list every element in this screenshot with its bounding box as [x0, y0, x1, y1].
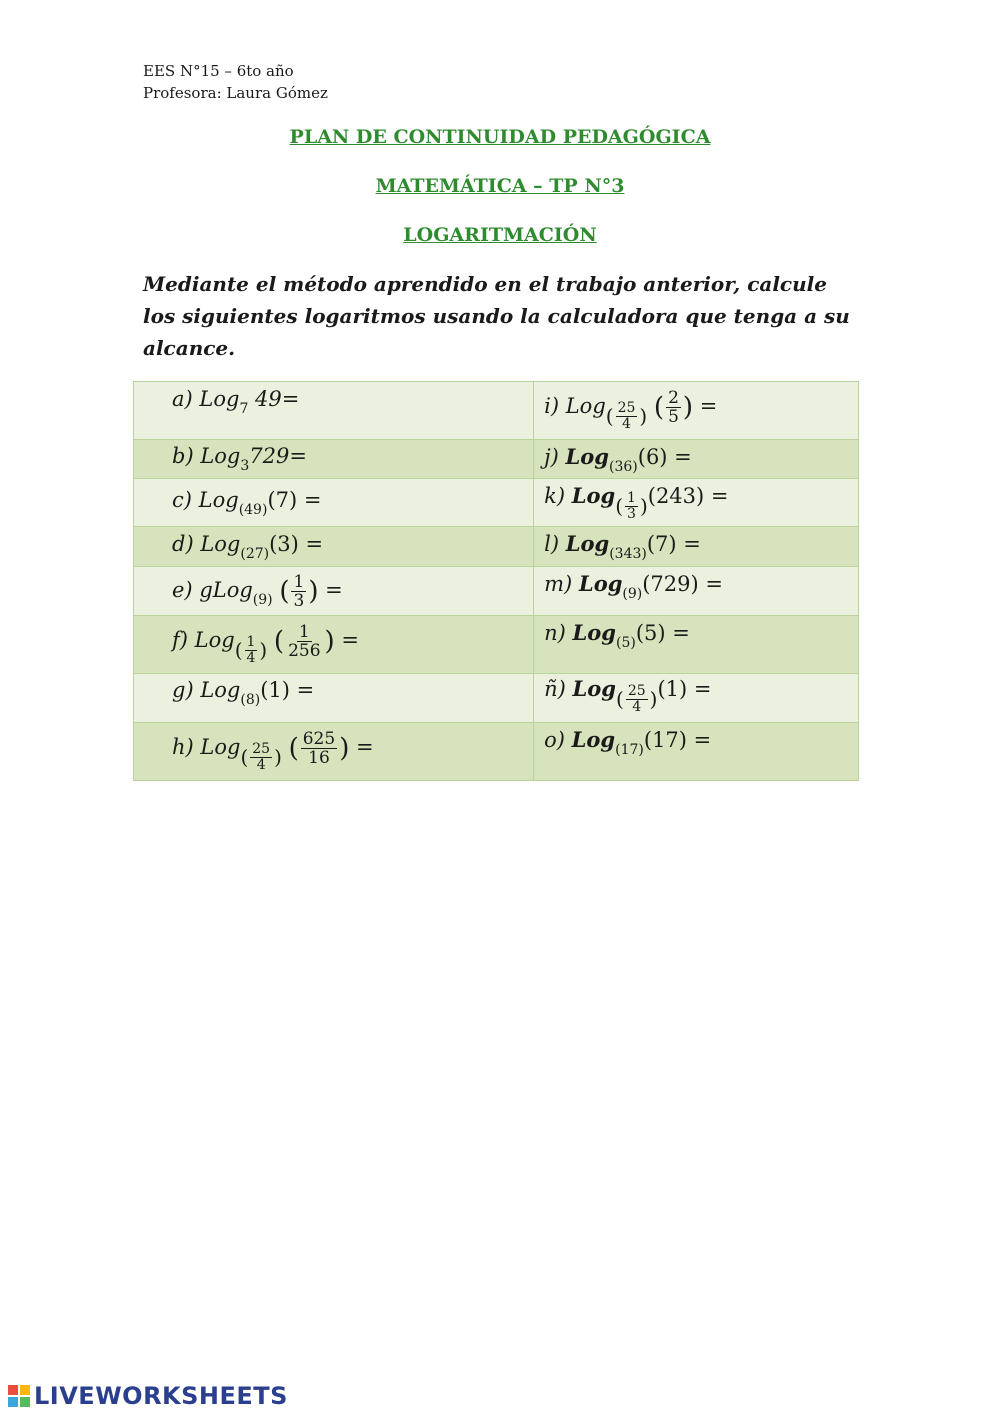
exercise-c: c) Log$_{(49)}$(7) = — [134, 479, 534, 527]
exercise-ntilde: ñ) Log$_{( \frac{25}{4} )}$(1) = — [534, 674, 859, 723]
table-row — [134, 479, 859, 527]
exercise-g: g) Log$_{(8)}$(1) = — [134, 674, 534, 723]
exercise-f: f) Log$_{( \frac{1}{4} )}$ ( $\frac{1}{256}$ ) = — [134, 616, 534, 674]
table-row — [134, 382, 859, 440]
exercise-b: b) Log$_3$729= — [134, 440, 534, 479]
liveworksheets-logo[interactable] — [8, 1382, 288, 1410]
exercise-i: i) Log$_{( \frac{25}{4} )}$ ( $\frac{2}{5}$ ) = — [534, 382, 859, 440]
table-row — [134, 567, 859, 616]
logo-icon — [8, 1385, 30, 1407]
exercise-e: e) gLog$_{(9)}$ ( $\frac{1}{3}$ ) = — [134, 567, 534, 616]
exercise-k: k) Log$_{( \frac{1}{3} )}$(243) = — [534, 479, 859, 527]
exercise-a: a) Log$_7$ 49= — [134, 382, 534, 440]
subject-title: MATEMÁTICA – TP N°3 — [375, 175, 625, 197]
plan-title: PLAN DE CONTINUIDAD PEDAGÓGICA — [289, 126, 711, 148]
table-row — [134, 616, 859, 674]
table-row — [134, 723, 859, 781]
exercise-n: n) Log$_{(5)}$(5) = — [534, 616, 859, 674]
table-row — [134, 674, 859, 723]
exercise-d: d) Log$_{(27)}$(3) = — [134, 527, 534, 567]
document-header — [143, 60, 328, 104]
exercise-h: h) Log$_{( \frac{25}{4} )}$ ( $\frac{625}{16}$ ) = — [134, 723, 534, 781]
table-row — [134, 527, 859, 567]
logo-text: LIVEWORKSHEETS — [34, 1382, 288, 1410]
exercise-table — [133, 381, 859, 781]
school-line: EES N°15 – 6to año — [143, 62, 294, 80]
table-row — [134, 440, 859, 479]
exercise-j: j) Log$_{(36)}$(6) = — [534, 440, 859, 479]
exercise-m: m) Log$_{(9)}$(729) = — [534, 567, 859, 616]
teacher-line: Profesora: Laura Gómez — [143, 84, 328, 102]
instructions: Mediante el método aprendido en el trabajo anterior, calcule los siguientes logaritmos usando la calculadora que tenga a su alcance. — [143, 272, 850, 360]
exercise-o: o) Log$_{(17)}$(17) = — [534, 723, 859, 781]
topic-title: LOGARITMACIÓN — [403, 224, 597, 246]
exercise-l: l) Log$_{(343)}$(7) = — [534, 527, 859, 567]
